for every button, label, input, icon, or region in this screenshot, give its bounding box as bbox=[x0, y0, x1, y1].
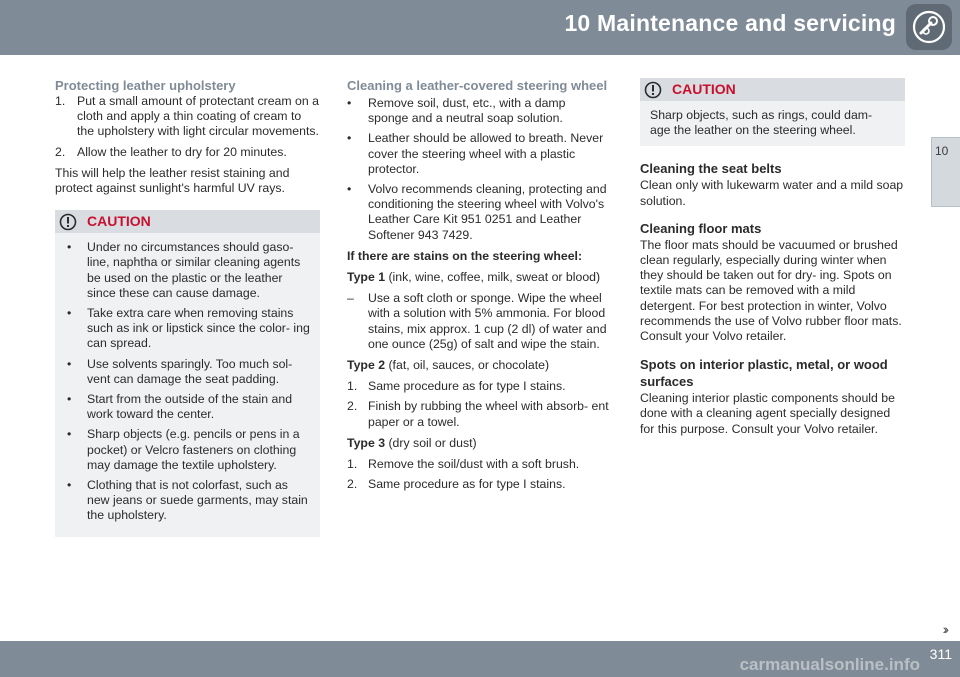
section-title: Cleaning floor mats bbox=[640, 220, 762, 236]
step-item bbox=[347, 379, 609, 394]
column-cleaning-misc bbox=[640, 78, 905, 443]
type1-steps bbox=[347, 291, 609, 352]
type1-label: Type 1 bbox=[347, 270, 386, 285]
page-number: 311 bbox=[929, 646, 952, 662]
bullet-item: • Leather should be allowed to breath. Never cover the steering wheel with a plastic protector. bbox=[347, 131, 604, 176]
next-page-indicator[interactable]: ›› bbox=[942, 621, 946, 637]
step-number: 1. bbox=[347, 379, 358, 394]
bullet-item: • Volvo recommends cleaning, protecting and conditioning the steering wheel with Volvo's Leather Care Kit 951 0251 and Leather Softener 943 7429. bbox=[347, 182, 607, 242]
wrench-service-icon bbox=[906, 4, 952, 50]
dash-text: Use a soft cloth or sponge. Wipe the wheel with a solution with 5% ammonia. For blood stains, mix approx. 1 cup (2 dl) of water and one ounce (25g) of salt and wipe the stain. bbox=[368, 291, 607, 351]
caution-text: Under no circumstances should gaso- line, naphtha or similar cleaning agents be used on the plastic or the leather since these can cause damage. bbox=[87, 240, 301, 300]
step-item bbox=[347, 457, 609, 472]
bullet-text: Remove soil, dust, etc., with a damp sponge and a neutral soap solution. bbox=[368, 96, 566, 126]
type3-steps bbox=[347, 457, 609, 492]
dash-item bbox=[347, 291, 609, 352]
caution-text: Start from the outside of the stain and work toward the center. bbox=[87, 392, 293, 422]
chapter-tab[interactable] bbox=[931, 137, 960, 207]
paragraph: Cleaning interior plastic components should be done with a cleaning agent specially designed for this purpose. Consult your Volvo retailer. bbox=[640, 391, 895, 436]
caution-list bbox=[65, 240, 310, 523]
type3-desc: (dry soil or dust) bbox=[385, 435, 477, 450]
paragraph: The floor mats should be vacuumed or brushed clean regularly, especially during winter when they should be taken out for dry- ing. Spots on textile mats can be removed with a mild detergent. For best protection in winter, Volvo recommends the use of Volvo rubber floor mats. Consult your Volvo retailer. bbox=[640, 237, 902, 344]
caution-item: • Use solvents sparingly. Too much sol- vent can damage the seat padding. bbox=[67, 356, 293, 386]
step-text: Finish by rubbing the wheel with absorb- ent paper or a towel. bbox=[368, 399, 609, 429]
section-title: Spots on interior plastic, metal, or wood surfaces bbox=[640, 357, 888, 390]
bullet-text: Leather should be allowed to breath. Never cover the steering wheel with a plastic protector. bbox=[368, 131, 604, 176]
bullet-text: Volvo recommends cleaning, protecting and conditioning the steering wheel with Volvo's Leather Care Kit 951 0251 and Leather Softener 943 7429. bbox=[368, 182, 607, 242]
type3-label: Type 3 bbox=[347, 435, 386, 450]
caution-item: • Sharp objects (e.g. pencils or pens in a pocket) or Velcro fasteners on clothing may damage the textile upholstery. bbox=[67, 427, 300, 472]
paragraph: Clean only with lukewarm water and a mild soap solution. bbox=[640, 178, 904, 208]
dash-mark: – bbox=[347, 291, 354, 306]
page-header bbox=[0, 0, 960, 55]
section-title: Protecting leather upholstery bbox=[55, 78, 236, 93]
section-title: Cleaning the seat belts bbox=[640, 161, 782, 177]
caution-item: • Under no circumstances should gaso- line, naphtha or similar cleaning agents be used on the plastic or the leather since these can cause damage. bbox=[67, 240, 301, 300]
step-item bbox=[55, 94, 320, 140]
page-footer bbox=[0, 641, 960, 677]
watermark: carmanualsonline.info bbox=[739, 655, 920, 674]
type3-line bbox=[347, 436, 609, 451]
step-number: 2. bbox=[347, 399, 358, 414]
stains-heading: If there are stains on the steering wheel: bbox=[347, 248, 583, 263]
column-leather-upholstery bbox=[55, 78, 320, 537]
type2-steps bbox=[347, 379, 609, 430]
caution-body bbox=[640, 101, 905, 146]
chapter-tab-label: 10 bbox=[935, 144, 949, 158]
step-number: 2. bbox=[55, 144, 66, 159]
step-number: 1. bbox=[347, 457, 358, 472]
step-text: Same procedure as for type I stains. bbox=[368, 477, 566, 492]
caution-text: Sharp objects, such as rings, could dam- age the leather on the steering wheel. bbox=[650, 108, 873, 138]
type1-desc: (ink, wine, coffee, milk, sweat or blood) bbox=[385, 270, 601, 285]
step-text: Allow the leather to dry for 20 minutes. bbox=[77, 144, 287, 159]
caution-label: CAUTION bbox=[672, 81, 736, 97]
warning-icon bbox=[644, 81, 662, 103]
caution-text: Use solvents sparingly. Too much sol- vent can damage the seat padding. bbox=[87, 356, 293, 386]
type2-line bbox=[347, 358, 609, 373]
caution-box bbox=[55, 210, 320, 536]
caution-text: Sharp objects (e.g. pencils or pens in a pocket) or Velcro fasteners on clothing may damage the textile upholstery. bbox=[87, 427, 300, 472]
caution-header bbox=[55, 210, 320, 233]
caution-header bbox=[640, 78, 905, 101]
caution-box bbox=[640, 78, 905, 146]
step-text: Put a small amount of protectant cream on a cloth and apply a thin coating of cream to the upholstery with light circular movements. bbox=[77, 94, 319, 139]
warning-icon bbox=[59, 213, 77, 235]
column-steering-wheel bbox=[347, 78, 609, 498]
step-item bbox=[347, 399, 609, 429]
step-text: Same procedure as for type I stains. bbox=[368, 379, 566, 394]
caution-body bbox=[55, 233, 320, 536]
caution-label: CAUTION bbox=[87, 213, 151, 230]
bullet-item: • Remove soil, dust, etc., with a damp sponge and a neutral soap solution. bbox=[347, 96, 566, 126]
step-number: 1. bbox=[55, 94, 66, 108]
chapter-title: 10 Maintenance and servicing bbox=[564, 10, 896, 36]
step-item bbox=[55, 145, 320, 160]
type2-label: Type 2 bbox=[347, 358, 386, 373]
caution-item: • Take extra care when removing stains such as ink or lipstick since the color- ing can spread. bbox=[67, 306, 310, 351]
type2-desc: (fat, oil, sauces, or chocolate) bbox=[385, 358, 550, 373]
step-number: 2. bbox=[347, 477, 358, 492]
caution-text: Clothing that is not colorfast, such as new jeans or suede garments, may stain the upholstery. bbox=[87, 478, 308, 523]
paragraph: This will help the leather resist staining and protect against sunlight's harmful UV rays. bbox=[55, 165, 290, 196]
caution-item: • Start from the outside of the stain and work toward the center. bbox=[67, 392, 293, 422]
step-item bbox=[347, 477, 609, 492]
caution-item: • Clothing that is not colorfast, such as new jeans or suede garments, may stain the upholstery. bbox=[67, 478, 308, 523]
bullet-list bbox=[347, 96, 609, 243]
caution-text: Take extra care when removing stains such as ink or lipstick since the color- ing can spread. bbox=[87, 306, 310, 351]
section-title: Cleaning a leather-covered steering wheel bbox=[347, 78, 608, 93]
steps-list bbox=[55, 94, 320, 160]
step-text: Remove the soil/dust with a soft brush. bbox=[368, 457, 580, 472]
type1-line bbox=[347, 270, 609, 285]
